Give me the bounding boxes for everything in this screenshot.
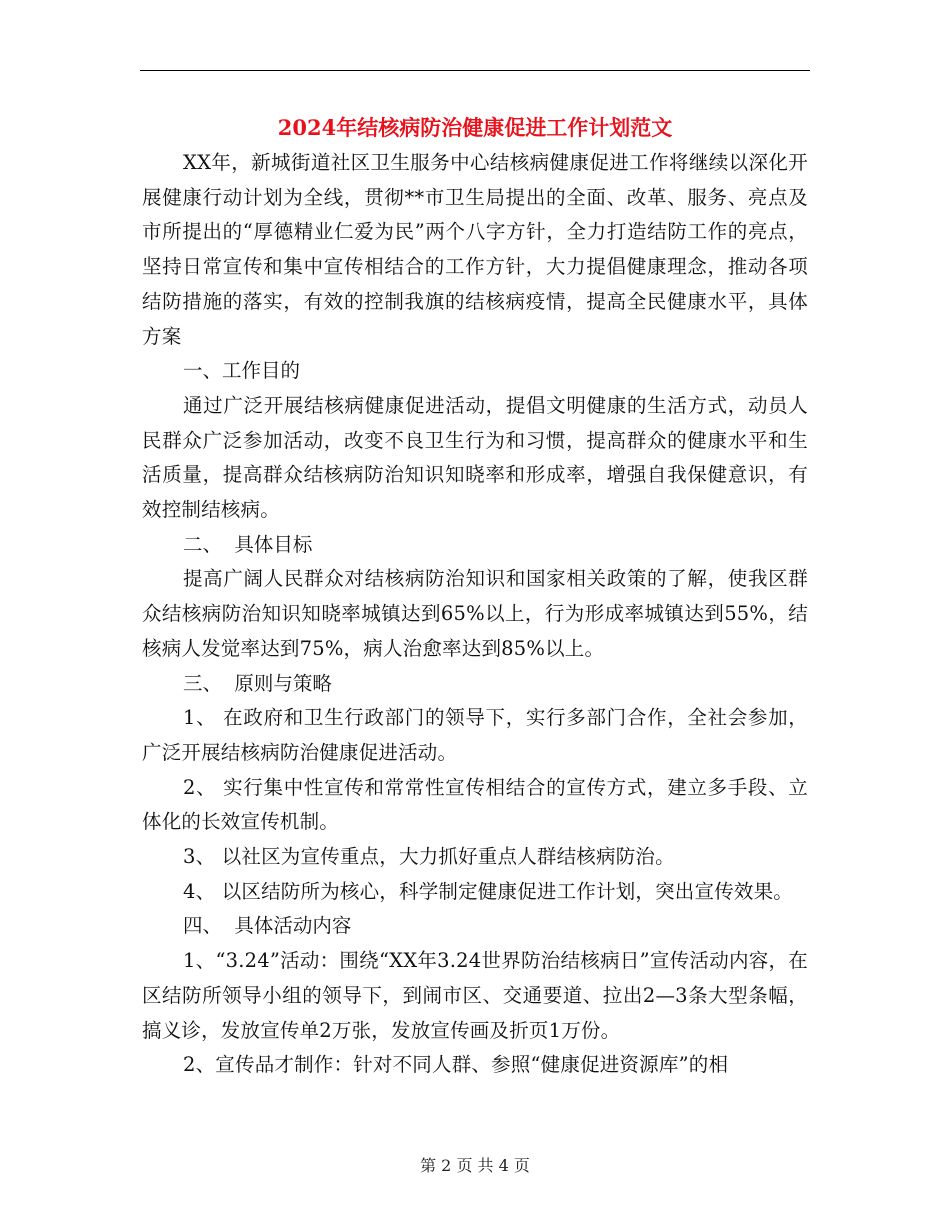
page-footer: 第 2 页 共 4 页 xyxy=(420,1156,530,1175)
paragraph-intro: XX年，新城街道社区卫生服务中心结核病健康促进工作将继续以深化开展健康行动计划为全线，贯彻**市卫生局提出的全面、改革、服务、亮点及市所提出的“厚德精业仁爱为民”两个八字方针，全力打造结防工作的亮点，坚持日常宣传和集中宣传相结合的工作方针，大力提倡健康理念，推动各项结防措施的落实，有效的控制我旗的结核病疫情，提高全民健康水平，具体方案 xyxy=(142,151,808,348)
paragraph-activity-1: 1、“3.24”活动：围绕“XX年3.24世界防治结核病日”宣传活动内容，在区结防所领导小组的领导下，到闹市区、交通要道、拉出2—3条大型条幅，搞义诊，发放宣传单2万张，发放宣传画及折页1万份。 xyxy=(142,949,808,1042)
paragraph-principle-3: 3、 以社区为宣传重点，大力抓好重点人群结核病防治。 xyxy=(183,845,675,869)
document-body xyxy=(142,146,808,1083)
section-heading-goals: 二、 具体目标 xyxy=(183,532,313,556)
section-heading-activities: 四、 具体活动内容 xyxy=(183,914,352,938)
paragraph-principle-1: 1、 在政府和卫生行政部门的领导下，实行多部门合作，全社会参加，广泛开展结核病防治健康促进活动。 xyxy=(142,706,808,764)
header-rule xyxy=(140,70,810,71)
paragraph-activity-2: 2、宣传品才制作：针对不同人群、参照“健康促进资源库”的相 xyxy=(183,1053,729,1077)
paragraph-goals: 提高广阔人民群众对结核病防治知识和国家相关政策的了解，使我区群众结核病防治知识知晓率城镇达到65%以上，行为形成率城镇达到55%，结核病人发觉率达到75%，病人治愈率达到85%以上。 xyxy=(142,567,808,660)
paragraph-purpose: 通过广泛开展结核病健康促进活动，提倡文明健康的生活方式，动员人民群众广泛参加活动，改变不良卫生行为和习惯，提高群众的健康水平和生活质量，提高群众结核病防治知识知晓率和形成率，增强自我保健意识，有效控制结核病。 xyxy=(142,393,808,522)
paragraph-principle-4: 4、 以区结防所为核心，科学制定健康促进工作计划，突出宣传效果。 xyxy=(183,879,794,903)
section-heading-purpose: 一、工作目的 xyxy=(183,359,301,383)
paragraph-principle-2: 2、 实行集中性宣传和常常性宣传相结合的宣传方式，建立多手段、立体化的长效宣传机制。 xyxy=(142,775,808,834)
section-heading-principles: 三、 原则与策略 xyxy=(183,671,332,695)
document-title: 2024年结核病防治健康促进工作计划范文 xyxy=(277,115,673,140)
